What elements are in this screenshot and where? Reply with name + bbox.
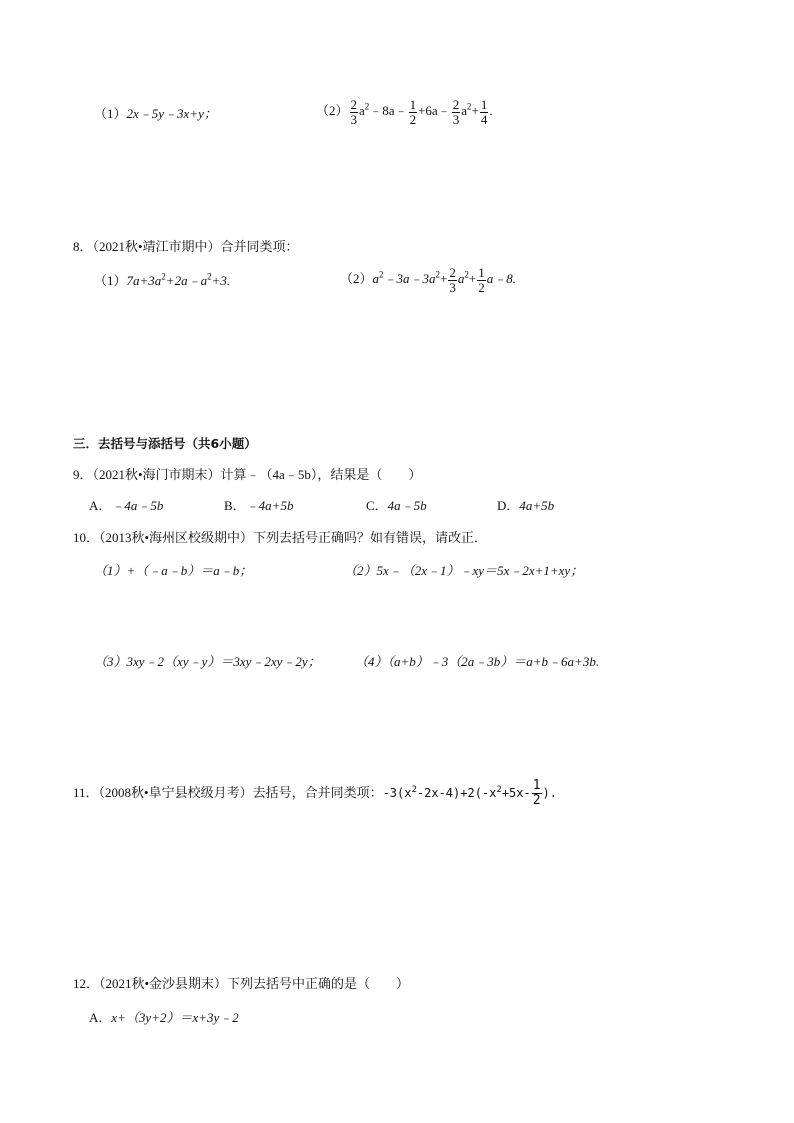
q8-part1: $(1)7a+3a^2+2a﹣a^2+3$. <box>94 271 231 288</box>
fraction: $\frac{1}{2}$ <box>478 264 485 295</box>
q10-part3: （3）3xy﹣2（xy﹣y）＝3xy﹣2xy﹣2y； <box>94 654 321 669</box>
q9-option-d: D．4a+5b <box>497 498 555 513</box>
q12-option-a: A．x+（3y+2）＝x+3y﹣2 <box>89 1010 239 1025</box>
q11-stem: 11．（2008秋•阜宁县校级月考）去括号，合并同类项：$-3(x^2-2x-4)+2(-x^2+5x-$ $\frac{1}{2}$ ). <box>73 778 557 808</box>
fraction: $\frac{1}{2}$ <box>532 778 541 808</box>
q9-option-b: B．﹣4a+5b <box>224 498 294 513</box>
q10-part1: （1）+（﹣a﹣b）＝a﹣b； <box>94 563 253 578</box>
q7-part1 <box>94 106 217 122</box>
q12-stem: 12．（2021秋•金沙县期末）下列去括号中正确的是（ ） <box>73 976 410 991</box>
fraction: $\frac{2}{3}$ <box>350 96 358 127</box>
q9-option-a: A．﹣4a﹣5b <box>89 498 164 513</box>
fraction: $\frac{1}{2}$ <box>409 96 417 127</box>
q9-stem: 9．（2021秋•海门市期末）计算﹣（4a﹣5b），结果是（ ） <box>73 467 422 482</box>
q7-part2: （2） $\frac{2}{3}$ $a^2﹣8a﹣$ $\frac{1}{2}$ +6a﹣ $\frac{2}{3}$ $a^2+$ $\frac{1}{4}$ . <box>316 96 493 127</box>
q10-stem: 10．（2013秋•海州区校级期中）下列去括号正确吗？如有错误，请改正． <box>73 530 488 545</box>
q7-part2-label: （2） <box>316 103 349 118</box>
fraction: $\frac{2}{3}$ <box>452 96 460 127</box>
q10-part4: （4）（a+b）﹣3（2a﹣3b）＝a+b﹣6a+3b. <box>355 654 600 669</box>
q8-stem: 8．（2021秋•靖江市期中）合并同类项： <box>73 239 299 254</box>
q7-part1-label: （1） <box>94 106 127 121</box>
fraction: $\frac{1}{4}$ <box>480 96 488 127</box>
section-title: 三．去括号与添括号（共6小题） <box>73 436 257 451</box>
q10-part2: （2）5x﹣（2x﹣1）﹣xy＝5x﹣2x+1+xy； <box>344 563 584 578</box>
fraction: $\frac{2}{3}$ <box>449 264 456 295</box>
q7-part1-expression: 2x﹣5y﹣3x+y； <box>126 106 217 121</box>
q9-option-c: C．4a﹣5b <box>366 498 427 513</box>
q11-expression: $-3(x^2-2x-4)+2(-x^2+5x-$ $\frac{1}{2}$ ). <box>382 778 557 808</box>
q8-part2: $(2)a^2﹣3a﹣3a^2+$ $\frac{2}{3}$ $a^2+$ $\frac{1}{2}$ a﹣8. <box>340 264 516 295</box>
